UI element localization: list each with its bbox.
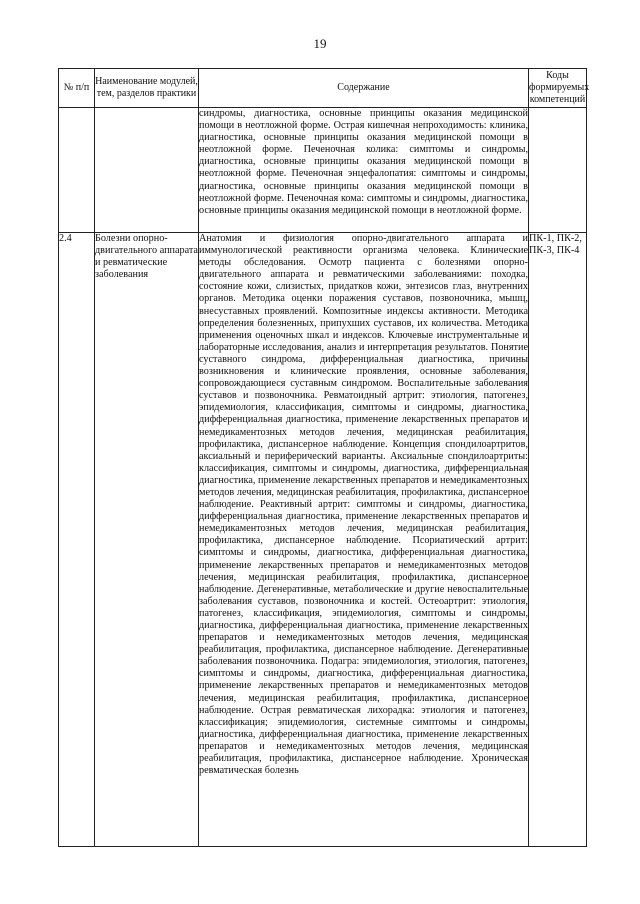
table-header-row (59, 69, 587, 108)
page-number: 19 (313, 36, 327, 51)
row-content-cell (199, 108, 529, 233)
row-num: 2.4 (59, 233, 95, 847)
header-num: № п/п (59, 69, 95, 108)
table-row (59, 233, 587, 847)
row-content: синдромы, диагностика, основные принципы оказания медицинской помощи в неотложной форме. Острая кишечная непроходимость: клиника, диагностика, основные принципы оказания медицинской помощи в неотложной форме. Печеночная колика: симптомы и синдромы, диагностика, основные принципы оказания медицинской помощи в неотложной форме. Печеночная энцефалопатия: симптомы и синдромы, диагностика, основные принципы оказания медицинской помощи в неотложной форме. Печеночная кома: симптомы и синдромы, диагностика, основные принципы оказания медицинской помощи в неотложной форме. (199, 108, 528, 216)
header-codes: Коды формируемых компетенций (529, 69, 587, 108)
table-row (59, 108, 587, 233)
row-codes (529, 108, 587, 233)
row-content-cell (199, 233, 529, 847)
header-name: Наименование модулей, тем, разделов практики (95, 69, 199, 108)
curriculum-table (58, 68, 590, 847)
row-name (95, 108, 199, 233)
row-codes: ПК-1, ПК-2, ПК-3, ПК-4 (529, 233, 587, 847)
header-content: Содержание (199, 69, 529, 108)
row-content: Анатомия и физиология опорно-двигательного аппарата и иммунологической реактивности организма человека. Клинические методы обследования. Осмотр пациента с болезнями опорно-двигательного аппарата и ревматическими заболеваниями: походка, состояние кожи, слизистых, придатков кожи, энтезисов глаз, внутренних органов. Методика оценки поражения суставов, позвоночника, мышц, внесуставных проявлений. Композитные индексы активности. Методика определения болезненных, припухших суставов, их количества. Методика применения оценочных шкал и индексов. Ключевые инструментальные и лабораторные исследования, анализ и интерпретация результатов. Понятие суставного синдрома, дифференциальная диагностика, причины возникновения и клинические проявления, основные заболевания, сопровождающиеся суставным синдромом. Воспалительные заболевания суставов и позвоночника. Ревматоидный артрит: этиология, патогенез, эпидемиология, классификация, симптомы и синдромы, диагностика, дифференциальная диагностика, применение лекарственных препаратов и немедикаментозных методов лечения, медицинская реабилитация, профилактика, диспансерное наблюдение. Концепция спондилоартритов, аксиальный и периферический варианты. Аксиальные спондилоартриты: классификация, симптомы и синдромы, диагностика, дифференциальная диагностика, применение лекарственных препаратов и немедикаментозных методов лечения, медицинская реабилитация, профилактика, диспансерное наблюдение. Реактивный артрит: симптомы и синдромы, диагностика, дифференциальная диагностика, применение лекарственных препаратов и немедикаментозных методов лечения, медицинская реабилитация, профилактика, диспансерное наблюдение. Псориатический артрит: симптомы и синдромы, диагностика, дифференциальная диагностика, применение лекарственных препаратов и немедикаментозных методов лечения, медицинская реабилитация, профилактика, диспансерное наблюдение. Дегенеративные, метаболические и другие невоспалительные заболевания суставов, позвоночника и костей. Остеоартрит: этиология, патогенез, классификация, эпидемиология, симптомы и синдромы, диагностика, дифференциальная диагностика, применение лекарственных препаратов и немедикаментозных методов лечения, медицинская реабилитация, профилактика, диспансерное наблюдение. Дегенеративные заболевания позвоночника. Подагра: эпидемиология, этиология, патогенез, симптомы и синдромы, диагностика, дифференциальная диагностика, применение лекарственных препаратов и немедикаментозных методов лечения, медицинская реабилитация, профилактика, диспансерное наблюдение. Острая ревматическая лихорадка: этиология и патогенез, классификация; эпидемиология, системные симптомы и синдромы, диагностика, дифференциальная диагностика, применение лекарственных препаратов и немедикаментозных методов лечения, медицинская реабилитация, профилактика, диспансерное наблюдение. Хроническая ревматическая болезнь (199, 233, 528, 777)
row-num (59, 108, 95, 233)
row-name: Болезни опорно-двигательного аппарата и ревматические заболевания (95, 233, 199, 847)
